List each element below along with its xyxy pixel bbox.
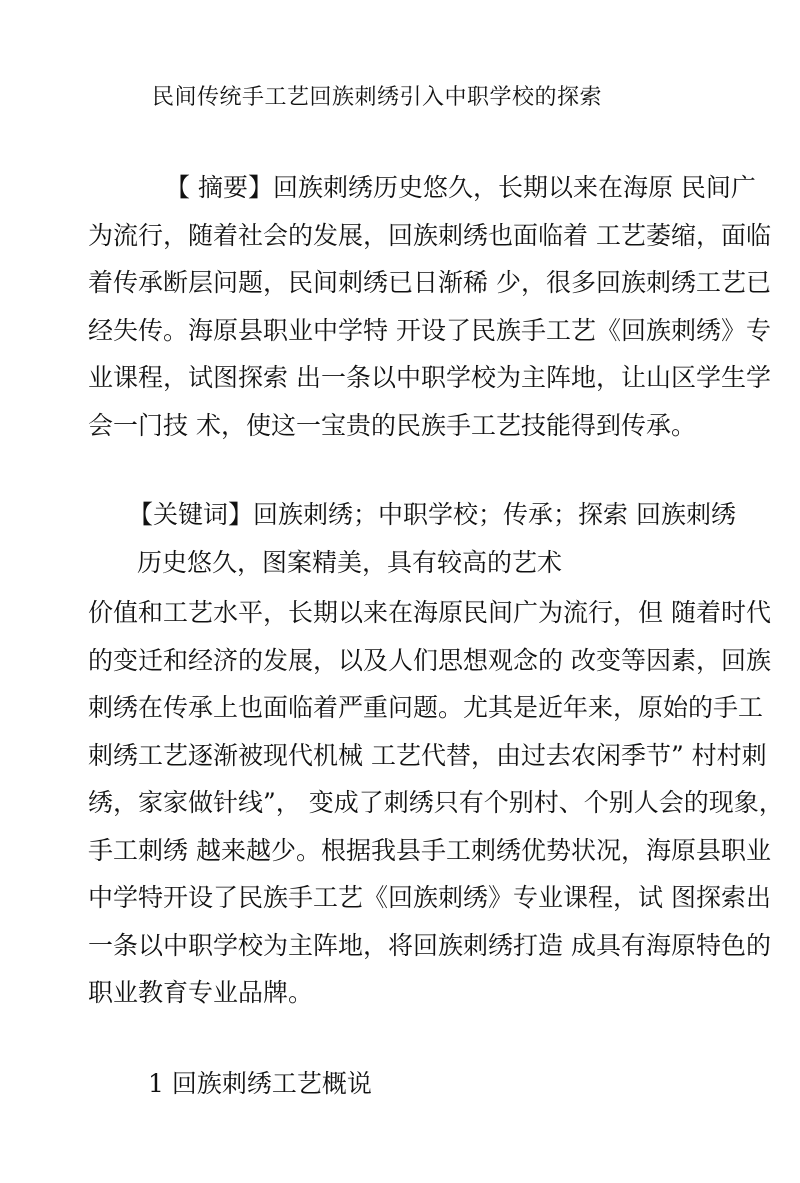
- keywords-paragraph: [88, 491, 736, 586]
- body-line: 绣，家家做针线”， 变成了刺绣只有个别村、个别人会的现象，: [88, 788, 784, 817]
- keywords-line: 【关键词】回族刺绣；中职学校；传承；探索 回族刺绣: [128, 500, 736, 529]
- abstract-paragraph: [88, 164, 771, 449]
- abstract-line: 【 摘要】回族刺绣历史悠久，长期以来在海原 民间广: [165, 173, 756, 202]
- body-line: 手工刺绣 越来越少。根据我县手工刺绣优势状况，海原县职业: [88, 835, 771, 865]
- body-line: 的变迁和经济的发展，以及人们思想观念的 改变等因素，回族: [88, 645, 771, 675]
- body-line: 价值和工艺水平，长期以来在海原民间广为流行，但 随着时代: [88, 598, 771, 627]
- document-title: 民间传统手工艺回族刺绣引入中职学校的探索: [152, 85, 603, 110]
- keywords-line: 历史悠久，图案精美，具有较高的艺术: [137, 547, 563, 577]
- section-heading: 1 回族刺绣工艺概说: [148, 1069, 372, 1098]
- abstract-line: 会一门技 术，使这一宝贵的民族手工艺技能得到传承。: [88, 410, 696, 440]
- body-line: 职业教育专业品牌。: [88, 978, 314, 1007]
- body-line: 刺绣工艺逐渐被现代机械 工艺代替，由过去农闲季节” 村村刺: [88, 740, 767, 770]
- body-paragraph: [88, 589, 784, 1017]
- body-line: 中学特开设了民族手工艺《回族刺绣》专业课程，试 图探索出: [88, 883, 771, 912]
- abstract-line: 为流行，随着社会的发展，回族刺绣也面临着 工艺萎缩，面临: [88, 220, 771, 250]
- abstract-line: 业课程，试图探索 出一条以中职学校为主阵地，让山区学生学: [88, 363, 771, 392]
- abstract-line: 经失传。海原县职业中学特 开设了民族手工艺《回族刺绣》专: [88, 315, 771, 345]
- abstract-line: 着传承断层问题，民间刺绣已日渐稀 少，很多回族刺绣工艺已: [88, 268, 771, 297]
- body-line: 刺绣在传承上也面临着严重问题。尤其是近年来，原始的手工: [88, 693, 764, 722]
- body-line: 一条以中职学校为主阵地，将回族刺绣打造 成具有海原特色的: [88, 930, 771, 960]
